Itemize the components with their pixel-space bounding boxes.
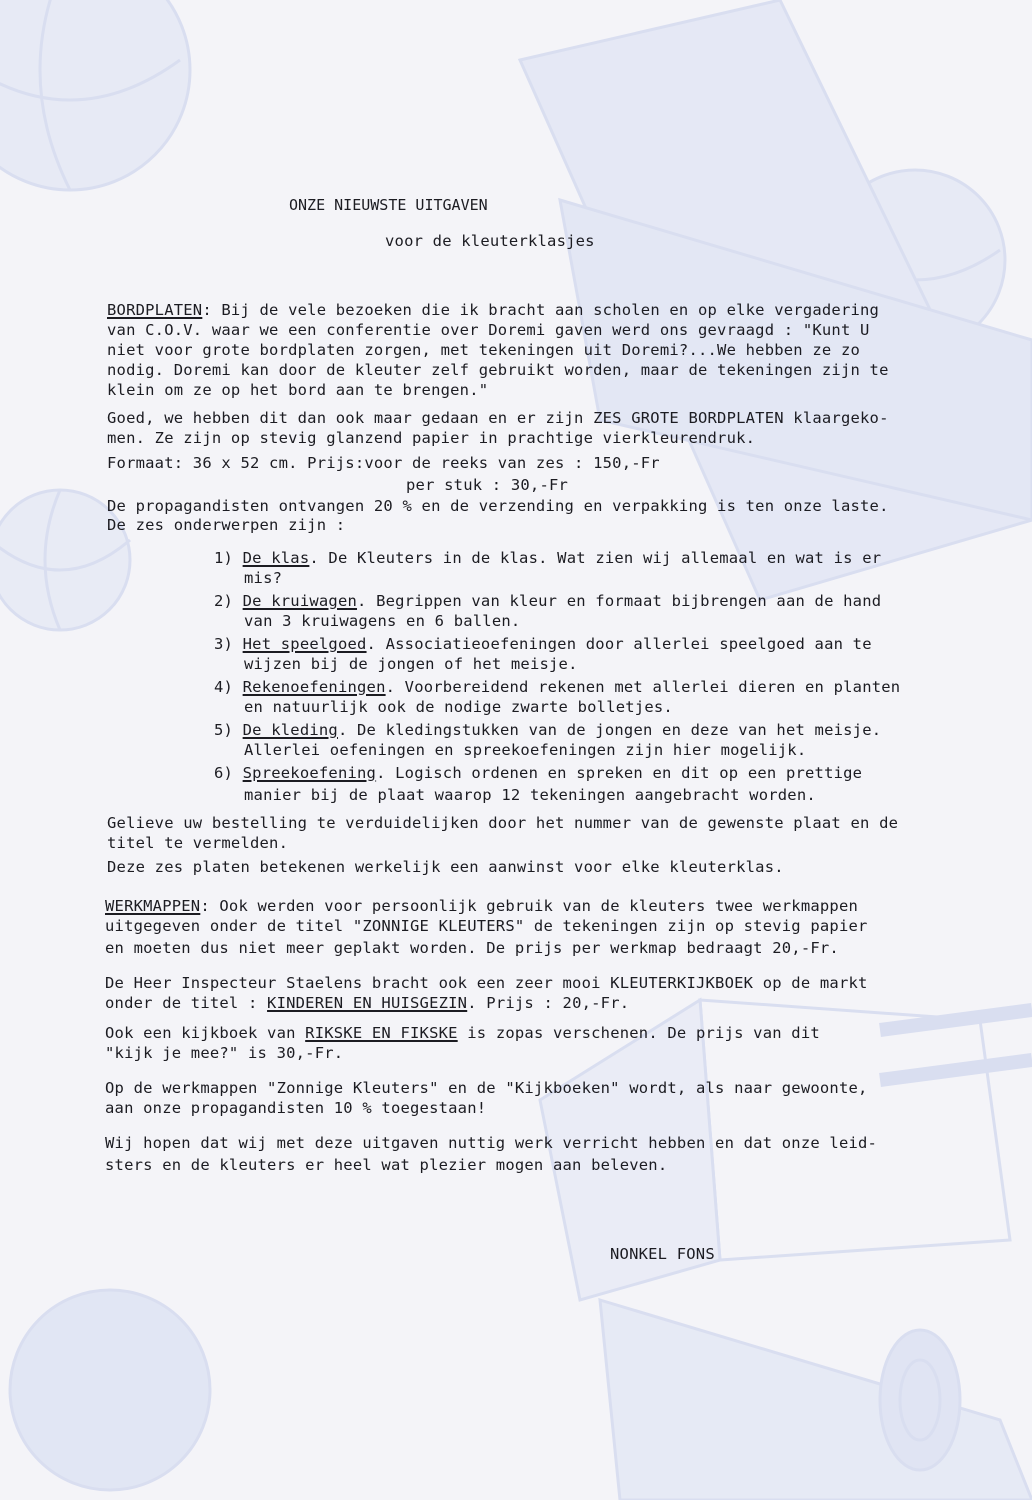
subjects-intro: De zes onderwerpen zijn : (107, 516, 346, 534)
inspecteur-price: . Prijs : 20,-Fr. (467, 994, 630, 1012)
item-title: Spreekoefening (242, 764, 377, 782)
kijkboek-line-1 (105, 1025, 820, 1042)
werkmappen-intro: : Ook werden voor persoonlijk gebruik van de kleuters twee werkmappen (200, 897, 859, 915)
page-title: ONZE NIEUWSTE UITGAVEN (289, 196, 488, 214)
item-continuation: wijzen bij de jongen of het meisje. (244, 655, 578, 673)
item-continuation: manier bij de plaat waarop 12 tekeningen aangebracht worden. (244, 786, 816, 804)
signature: NONKEL FONS (610, 1245, 715, 1263)
closing-line: Wij hopen dat wij met deze uitgaven nuttig werk verricht hebben en dat onze leid- (105, 1134, 878, 1152)
item-number: 1) (214, 549, 234, 567)
item-text: . De Kleuters in de klas. Wat zien wij allemaal en wat is er (309, 549, 882, 567)
werkmappen-line-1 (105, 898, 858, 915)
per-piece-price: per stuk : 30,-Fr (406, 476, 569, 494)
item-text: . Voorbereidend rekenen met allerlei dieren en planten (385, 678, 901, 696)
item-text: . De kledingstukken van de jongen en deze van het meisje. (337, 721, 882, 739)
item-number: 5) (214, 721, 234, 739)
bordplaten-line: Goed, we hebben dit dan ook maar gedaan en er zijn ZES GROTE BORDPLATEN klaargeko- (107, 409, 889, 427)
list-item-line (214, 679, 900, 696)
item-continuation: Allerlei oefeningen en spreekoefeningen zijn hier mogelijk. (244, 741, 807, 759)
bordplaten-line-1 (107, 302, 879, 319)
werkmappen-line: uitgegeven onder de titel "ZONNIGE KLEUTERS" de tekeningen zijn op stevig papier (105, 917, 868, 935)
item-text: . Logisch ordenen en spreken en dit op een prettige (376, 764, 863, 782)
kijkboek-text: Ook een kijkboek van (105, 1024, 306, 1042)
propagandist-discount-line: De propagandisten ontvangen 20 % en de verzending en verpakking is ten onze laste. (107, 497, 889, 515)
inspecteur-text: onder de titel : (105, 994, 268, 1012)
list-item-line (214, 593, 881, 610)
bordplaten-heading: BORDPLATEN (107, 301, 203, 319)
inspecteur-line-2 (105, 995, 629, 1012)
bordplaten-line: men. Ze zijn op stevig glanzend papier in prachtige vierkleurendruk. (107, 429, 756, 447)
item-title: Rekenoefeningen (242, 678, 386, 696)
closing-line: sters en de kleuters er heel wat plezier mogen aan beleven. (105, 1156, 668, 1174)
book-title: RIKSKE EN FIKSKE (305, 1024, 458, 1042)
inspecteur-line: De Heer Inspecteur Staelens bracht ook een zeer mooi KLEUTERKIJKBOEK op de markt (105, 974, 868, 992)
item-text: . Begrippen van kleur en formaat bijbrengen aan de hand (357, 592, 882, 610)
list-item-line (214, 765, 862, 782)
item-continuation: van 3 kruiwagens en 6 ballen. (244, 612, 521, 630)
bordplaten-line: niet voor grote bordplaten zorgen, met tekeningen uit Doremi?...We hebben ze zo (107, 341, 861, 359)
order-line: Gelieve uw bestelling te verduidelijken door het nummer van de gewenste plaat en de (107, 814, 899, 832)
discount-line: Op de werkmappen "Zonnige Kleuters" en de "Kijkboeken" wordt, als naar gewoonte, (105, 1079, 868, 1097)
item-number: 6) (214, 764, 234, 782)
list-item-line (214, 722, 881, 739)
kijkboek-text: is zopas verschenen. De prijs van dit (457, 1024, 820, 1042)
item-title: Het speelgoed (242, 635, 367, 653)
book-title: KINDEREN EN HUISGEZIN (267, 994, 468, 1012)
item-title: De kruiwagen (242, 592, 358, 610)
bordplaten-line: nodig. Doremi kan door de kleuter zelf gebruikt worden, maar de tekeningen zijn te (107, 361, 889, 379)
order-line: Deze zes platen betekenen werkelijk een aanwinst voor elke kleuterklas. (107, 858, 784, 876)
list-item-line (214, 550, 881, 567)
item-number: 2) (214, 592, 234, 610)
kijkboek-line: "kijk je mee?" is 30,-Fr. (105, 1044, 344, 1062)
werkmappen-line: en moeten dus niet meer geplakt worden. De prijs per werkmap bedraagt 20,-Fr. (105, 939, 839, 957)
item-title: De klas (242, 549, 310, 567)
discount-line: aan onze propagandisten 10 % toegestaan! (105, 1099, 487, 1117)
item-text: . Associatieoefeningen door allerlei speelgoed aan te (366, 635, 872, 653)
item-continuation: mis? (244, 569, 283, 587)
list-item-line (214, 636, 872, 653)
bordplaten-line: van C.O.V. waar we een conferentie over Doremi gaven werd ons gevraagd : "Kunt U (107, 321, 870, 339)
page-subtitle: voor de kleuterklasjes (385, 232, 595, 250)
werkmappen-heading: WERKMAPPEN (105, 897, 201, 915)
format-price-line: Formaat: 36 x 52 cm. Prijs:voor de reeks van zes : 150,-Fr (107, 454, 660, 472)
item-continuation: en natuurlijk ook de nodige zwarte bolletjes. (244, 698, 673, 716)
order-line: titel te vermelden. (107, 834, 289, 852)
item-title: De kleding (242, 721, 338, 739)
item-number: 3) (214, 635, 234, 653)
bordplaten-intro: : Bij de vele bezoeken die ik bracht aan scholen en op elke vergadering (202, 301, 880, 319)
item-number: 4) (214, 678, 234, 696)
bordplaten-line: klein om ze op het bord aan te brengen." (107, 381, 489, 399)
